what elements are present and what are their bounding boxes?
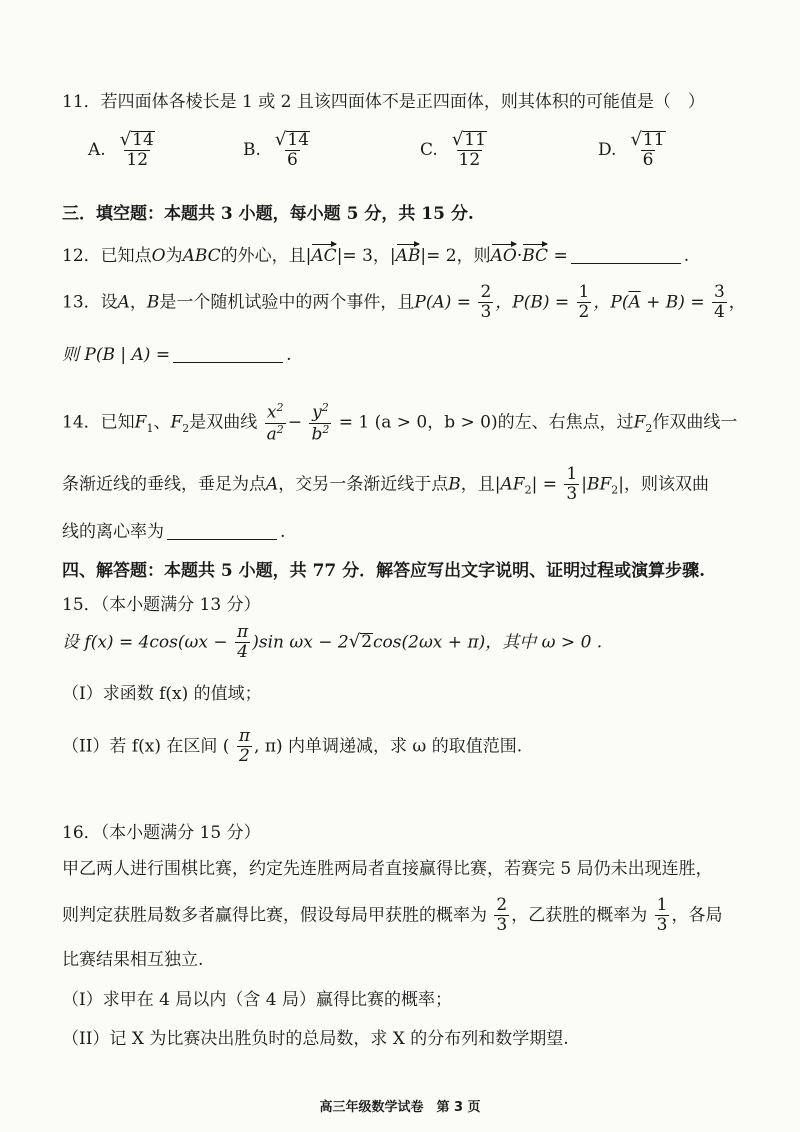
question-16-part-1: （I）求甲在 4 局以内（含 4 局）赢得比赛的概率； bbox=[62, 990, 452, 1010]
answer-blank-13[interactable] bbox=[173, 346, 283, 363]
question-16-part-2: （II）记 X 为比赛决出胜负时的总局数，求 X 的分布列和数学期望. bbox=[62, 1029, 569, 1049]
question-15-title: 15．（本小题满分 13 分） bbox=[62, 595, 261, 615]
section-4-heading: 四、解答题：本题共 5 小题，共 77 分．解答应写出文字说明、证明过程或演算步骤. bbox=[62, 561, 706, 581]
option-b: B. √ 14 6 bbox=[243, 129, 310, 170]
question-16-line-3: 比赛结果相互独立. bbox=[62, 950, 204, 970]
question-14-line-2: 条渐近线的垂线，垂足为点A，交另一条渐近线于点B，且$|AF_2|$ = $\frac{1}{3}$ $|BF_2|$，则该双曲 bbox=[62, 464, 709, 504]
answer-blank-12[interactable] bbox=[571, 247, 681, 264]
question-14-line-3: 线的离心率为 . bbox=[62, 522, 286, 542]
question-15-function: 设 f(x) = 4cos(ωx − $\frac{\pi}{4}$ )sin ωx − 2 √ 2 cos(2ωx + π)，其中 ω > 0 . bbox=[62, 622, 603, 662]
question-16-line-2: 则判定获胜局数多者赢得比赛，假设每局甲获胜的概率为 $\frac{2}{3}$ ，乙获胜的概率为 $\frac{1}{3}$ ，各局 bbox=[62, 895, 723, 935]
question-15-part-2: （II）若 f(x) 在区间 ( $\frac{\pi}{2}$ , π) 内单调递减，求 ω 的取值范围. bbox=[62, 726, 523, 766]
option-a: A. √ 14 12 bbox=[88, 129, 154, 170]
answer-blank-14[interactable] bbox=[167, 523, 277, 540]
question-13: 13．设A，B是一个随机试验中的两个事件，且P(A) = $\frac{2}{3}$ ，P(B) = $\frac{1}{2}$ ，$P(\overline{A} + B)$ = $\frac{3}{4}$ ， bbox=[62, 282, 746, 322]
option-c: C. √ 11 12 bbox=[420, 129, 486, 170]
question-16-title: 16．（本小题满分 15 分） bbox=[62, 823, 261, 843]
section-3-heading: 三．填空题：本题共 3 小题，每小题 5 分，共 15 分. bbox=[62, 204, 474, 224]
question-14: 14．已知$F_1$、$F_2$是双曲线 $\frac{x^2}{a^2}$ − $\frac{y^2}{b^2}$ = 1 (a > 0，b > 0)的左、右焦点，过$F_2$作双曲线一 bbox=[62, 401, 738, 445]
page-footer: 高三年级数学试卷 第 3 页 bbox=[319, 1100, 481, 1115]
option-d: D. √ 11 6 bbox=[598, 129, 665, 170]
question-12: 12．已知点O为ABC的外心，且|AC|= 3，|AB|= 2，则AO·BC = . bbox=[62, 246, 690, 266]
question-11: 11．若四面体各棱长是 1 或 2 且该四面体不是正四面体，则其体积的可能值是（ ） bbox=[62, 92, 705, 112]
question-13-line-2: 则 P(B | A) = . bbox=[62, 345, 292, 365]
question-15-part-1: （I）求函数 f(x) 的值域； bbox=[62, 684, 262, 704]
question-16-line-1: 甲乙两人进行围棋比赛，约定先连胜两局者直接赢得比赛，若赛完 5 局仍未出现连胜， bbox=[62, 859, 713, 879]
